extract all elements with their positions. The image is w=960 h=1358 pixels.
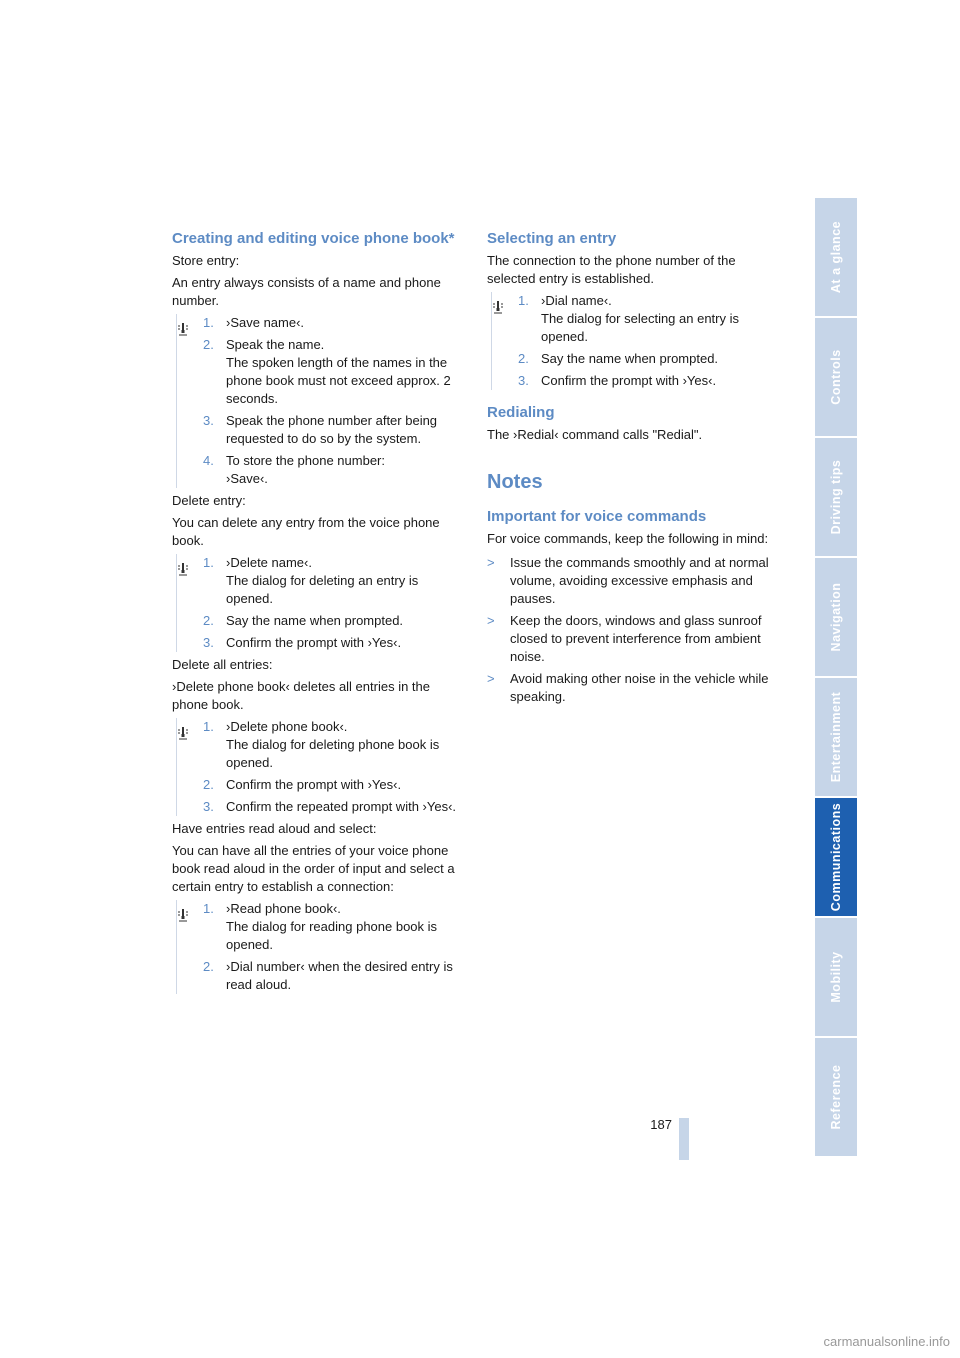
step-item	[203, 314, 464, 332]
step-text	[226, 452, 464, 488]
step-number: 3.	[203, 799, 214, 814]
section-heading-selecting-entry: Selecting an entry	[487, 230, 617, 247]
step-main: ›Delete name‹.	[226, 555, 312, 570]
step-number: 2.	[203, 777, 214, 792]
microphone-icon	[175, 724, 191, 740]
read-steps	[176, 900, 464, 994]
microphone-icon	[175, 560, 191, 576]
bullet-text: Avoid making other noise in the vehicle while speaking.	[510, 671, 769, 704]
step-item	[203, 336, 464, 408]
footer-watermark: carmanualsonline.info	[823, 1334, 950, 1349]
sidebar-tab-controls[interactable]	[815, 318, 857, 436]
step-main: Say the name when prompted.	[226, 613, 404, 628]
bullet-item	[487, 554, 779, 608]
step-note: The spoken length of the names in the phone book must not exceed approx. 2 seconds.	[226, 355, 451, 406]
bullet-marker: >	[487, 613, 495, 628]
step-note: The dialog for selecting an entry is opened.	[541, 311, 739, 344]
read-desc: You can have all the entries of your voice phone book read aloud in the order of input and select a certain entry to establish a connection:	[172, 843, 455, 894]
step-number: 2.	[203, 337, 214, 352]
step-main: Confirm the prompt with ›Yes‹.	[226, 777, 402, 792]
right-column	[487, 230, 779, 710]
step-item	[203, 776, 464, 794]
step-main: Confirm the repeated prompt with ›Yes‹.	[226, 799, 457, 814]
section-heading-important: Important for voice commands	[487, 508, 707, 525]
step-number: 1.	[203, 719, 214, 734]
store-desc: An entry always consists of a name and phone number.	[172, 275, 441, 308]
step-text	[226, 900, 464, 954]
step-text	[226, 634, 464, 652]
bullet-text: Issue the commands smoothly and at normal volume, avoiding excessive emphasis and pauses.	[510, 555, 769, 606]
redial-desc: The ›Redial‹ command calls "Redial".	[487, 427, 703, 442]
bullet-item	[487, 670, 779, 706]
notes-heading: Notes	[487, 471, 543, 493]
step-main: Confirm the prompt with ›Yes‹.	[541, 373, 717, 388]
store-label: Store entry:	[172, 253, 240, 268]
step-item	[203, 798, 464, 816]
read-label: Have entries read aloud and select:	[172, 821, 377, 836]
step-text	[541, 372, 779, 390]
step-number: 1.	[203, 901, 214, 916]
step-text	[226, 336, 464, 408]
step-text	[226, 612, 464, 630]
step-main: ›Dial number‹ when the desired entry is read aloud.	[226, 959, 453, 992]
step-text	[226, 314, 464, 332]
microphone-icon	[175, 906, 191, 922]
step-item	[203, 718, 464, 772]
sidebar-tab-navigation[interactable]	[815, 558, 857, 676]
step-main: Confirm the prompt with ›Yes‹.	[226, 635, 402, 650]
sidebar-tab-mobility[interactable]	[815, 918, 857, 1036]
step-main: Say the name when prompted.	[541, 351, 719, 366]
step-main: ›Save name‹.	[226, 315, 305, 330]
step-item	[518, 292, 779, 346]
delete-desc: You can delete any entry from the voice phone book.	[172, 515, 440, 548]
step-item	[203, 412, 464, 448]
step-number: 2.	[203, 959, 214, 974]
sidebar-tab-reference[interactable]	[815, 1038, 857, 1156]
step-text	[226, 776, 464, 794]
delete-steps	[176, 554, 464, 652]
step-text	[226, 554, 464, 608]
left-column	[172, 230, 464, 998]
step-main: ›Dial name‹.	[541, 293, 612, 308]
step-item	[203, 634, 464, 652]
step-number: 1.	[518, 293, 529, 308]
step-item	[203, 958, 464, 994]
microphone-icon	[490, 298, 506, 314]
bullet-text: Keep the doors, windows and glass sunroof closed to prevent interference from ambient noise.	[510, 613, 762, 664]
step-number: 3.	[203, 413, 214, 428]
step-main: To store the phone number:	[226, 453, 385, 468]
step-main: Speak the name.	[226, 337, 325, 352]
page-number: 187	[650, 1117, 672, 1132]
step-text	[226, 718, 464, 772]
step-number: 2.	[518, 351, 529, 366]
sidebar-tab-label: Controls	[829, 349, 843, 405]
step-item	[518, 350, 779, 368]
sidebar-tab-label: Mobility	[829, 951, 843, 1003]
step-text	[541, 350, 779, 368]
delete-all-desc: ›Delete phone book‹ deletes all entries in the phone book.	[172, 679, 430, 712]
step-item	[203, 452, 464, 488]
step-item	[203, 900, 464, 954]
step-text	[226, 798, 464, 816]
microphone-icon	[175, 320, 191, 336]
sidebar-tab-label: Reference	[829, 1064, 843, 1130]
delete-all-steps	[176, 718, 464, 816]
section-heading-redialing: Redialing	[487, 404, 555, 421]
sidebar-tab-communications[interactable]	[815, 798, 857, 916]
sidebar-tab-label: Entertainment	[829, 691, 843, 783]
bullet-list	[487, 554, 779, 706]
sidebar-tab-label: At a glance	[829, 220, 843, 294]
step-note: The dialog for reading phone book is opened.	[226, 919, 438, 952]
store-steps	[176, 314, 464, 488]
select-steps	[491, 292, 779, 390]
bullet-item	[487, 612, 779, 666]
section-heading-voice-phone-book: Creating and editing voice phone book*	[172, 230, 455, 247]
sidebar-tab-label: Navigation	[829, 582, 843, 652]
sidebar-tab-entertainment[interactable]	[815, 678, 857, 796]
step-number: 2.	[203, 613, 214, 628]
step-note: The dialog for deleting phone book is opened.	[226, 737, 440, 770]
step-number: 1.	[203, 555, 214, 570]
delete-label: Delete entry:	[172, 493, 246, 508]
step-number: 3.	[203, 635, 214, 650]
step-note: ›Save‹.	[226, 471, 268, 486]
step-item	[203, 554, 464, 608]
sidebar-tab-at-a-glance[interactable]	[815, 198, 857, 316]
step-main: Speak the phone number after being requested to do so by the system.	[226, 413, 438, 446]
sidebar-tab-label: Communications	[829, 802, 843, 912]
important-desc: For voice commands, keep the following in mind:	[487, 531, 769, 546]
step-text	[541, 292, 779, 346]
step-text	[226, 412, 464, 448]
step-number: 3.	[518, 373, 529, 388]
bullet-marker: >	[487, 671, 495, 686]
step-item	[203, 612, 464, 630]
sidebar-tab-label: Driving tips	[829, 459, 843, 535]
step-text	[226, 958, 464, 994]
step-note: The dialog for deleting an entry is opened.	[226, 573, 419, 606]
page-number-bar	[679, 1118, 689, 1160]
sidebar-tab-driving-tips[interactable]	[815, 438, 857, 556]
step-number: 4.	[203, 453, 214, 468]
delete-all-label: Delete all entries:	[172, 657, 273, 672]
step-main: ›Read phone book‹.	[226, 901, 341, 916]
step-number: 1.	[203, 315, 214, 330]
chapter-sidebar	[815, 198, 857, 1160]
step-main: ›Delete phone book‹.	[226, 719, 348, 734]
step-item	[518, 372, 779, 390]
bullet-marker: >	[487, 555, 495, 570]
select-desc: The connection to the phone number of the selected entry is established.	[487, 253, 736, 286]
